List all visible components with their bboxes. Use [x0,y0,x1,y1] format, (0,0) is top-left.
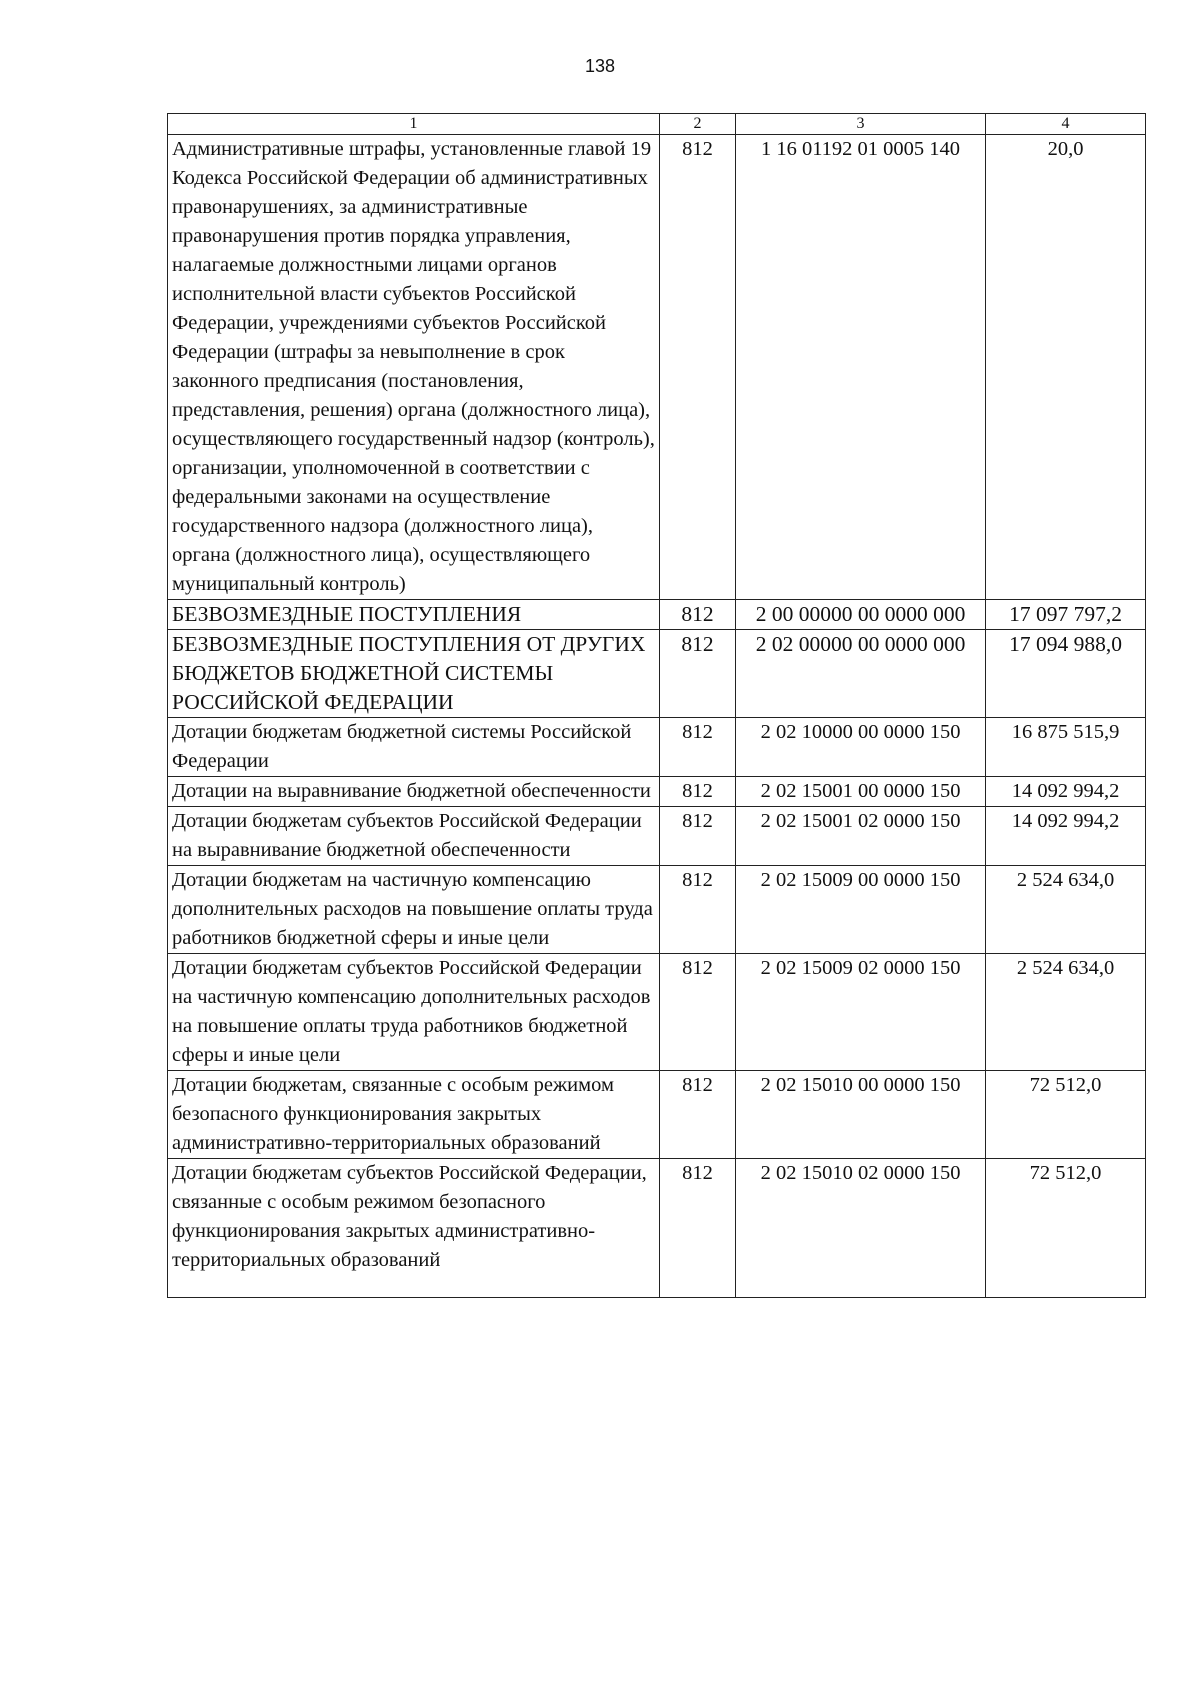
row-budget-code: 2 02 15001 02 0000 150 [736,807,986,866]
row-amount: 2 524 634,0 [986,866,1146,954]
row-name: Дотации бюджетам бюджетной системы Российской Федерации [168,718,660,777]
table-row [168,807,1146,866]
row-budget-code: 2 02 00000 00 0000 000 [736,630,986,718]
table-row [168,777,1146,807]
row-name: Дотации на выравнивание бюджетной обеспеченности [168,777,660,807]
row-name: Дотации бюджетам субъектов Российской Федерации на выравнивание бюджетной обеспеченности [168,807,660,866]
row-admin-code: 812 [660,777,736,807]
budget-table [167,113,1146,1298]
row-budget-code: 2 02 15009 02 0000 150 [736,954,986,1071]
row-budget-code: 2 02 15001 00 0000 150 [736,777,986,807]
row-admin-code: 812 [660,1071,736,1159]
row-amount: 14 092 994,2 [986,807,1146,866]
row-name: Административные штрафы, установленные главой 19 Кодекса Российской Федерации об административных правонарушениях, за административные правонарушения против порядка управления, налагаемые должностными лицами органов исполнительной власти субъектов Российской Федерации, учреждениями субъектов Российской Федерации (штрафы за невыполнение в срок законного предписания (постановления, представления, решения) органа (должностного лица), осуществляющего государственный надзор (контроль), организации, уполномоченной в соответствии с федеральными законами на осуществление государственного надзора (должностного лица), органа (должностного лица), осуществляющего муниципальный контроль) [168,135,660,600]
row-name: БЕЗВОЗМЕЗДНЫЕ ПОСТУПЛЕНИЯ [168,600,660,630]
row-admin-code: 812 [660,630,736,718]
column-header-2: 2 [660,114,736,135]
row-name: Дотации бюджетам на частичную компенсацию дополнительных расходов на повышение оплаты труда работников бюджетной сферы и иные цели [168,866,660,954]
row-amount: 16 875 515,9 [986,718,1146,777]
header-row [168,114,1146,135]
row-budget-code: 2 02 15010 02 0000 150 [736,1159,986,1298]
column-header-1: 1 [168,114,660,135]
row-admin-code: 812 [660,718,736,777]
row-budget-code: 2 00 00000 00 0000 000 [736,600,986,630]
row-budget-code: 2 02 10000 00 0000 150 [736,718,986,777]
row-name: Дотации бюджетам, связанные с особым режимом безопасного функционирования закрытых административно-территориальных образований [168,1071,660,1159]
table-row [168,600,1146,630]
row-amount: 20,0 [986,135,1146,600]
row-amount: 14 092 994,2 [986,777,1146,807]
row-name: Дотации бюджетам субъектов Российской Федерации, связанные с особым режимом безопасного функционирования закрытых административно-территориальных образований [168,1159,660,1298]
table-row [168,954,1146,1071]
column-header-3: 3 [736,114,986,135]
row-admin-code: 812 [660,954,736,1071]
row-name: БЕЗВОЗМЕЗДНЫЕ ПОСТУПЛЕНИЯ ОТ ДРУГИХ БЮДЖЕТОВ БЮДЖЕТНОЙ СИСТЕМЫ РОССИЙСКОЙ ФЕДЕРАЦИИ [168,630,660,718]
table-row [168,1071,1146,1159]
row-amount: 2 524 634,0 [986,954,1146,1071]
row-budget-code: 2 02 15010 00 0000 150 [736,1071,986,1159]
row-amount: 72 512,0 [986,1071,1146,1159]
row-admin-code: 812 [660,135,736,600]
row-admin-code: 812 [660,600,736,630]
table-row [168,866,1146,954]
row-admin-code: 812 [660,1159,736,1298]
row-admin-code: 812 [660,866,736,954]
row-name: Дотации бюджетам субъектов Российской Федерации на частичную компенсацию дополнительных расходов на повышение оплаты труда работников бюджетной сферы и иные цели [168,954,660,1071]
column-header-4: 4 [986,114,1146,135]
table-row [168,630,1146,718]
row-amount: 17 094 988,0 [986,630,1146,718]
row-amount: 17 097 797,2 [986,600,1146,630]
table-row [168,1159,1146,1298]
table-row [168,718,1146,777]
row-budget-code: 1 16 01192 01 0005 140 [736,135,986,600]
row-budget-code: 2 02 15009 00 0000 150 [736,866,986,954]
row-admin-code: 812 [660,807,736,866]
table-row [168,135,1146,600]
row-amount: 72 512,0 [986,1159,1146,1298]
page-number: 138 [584,56,616,76]
